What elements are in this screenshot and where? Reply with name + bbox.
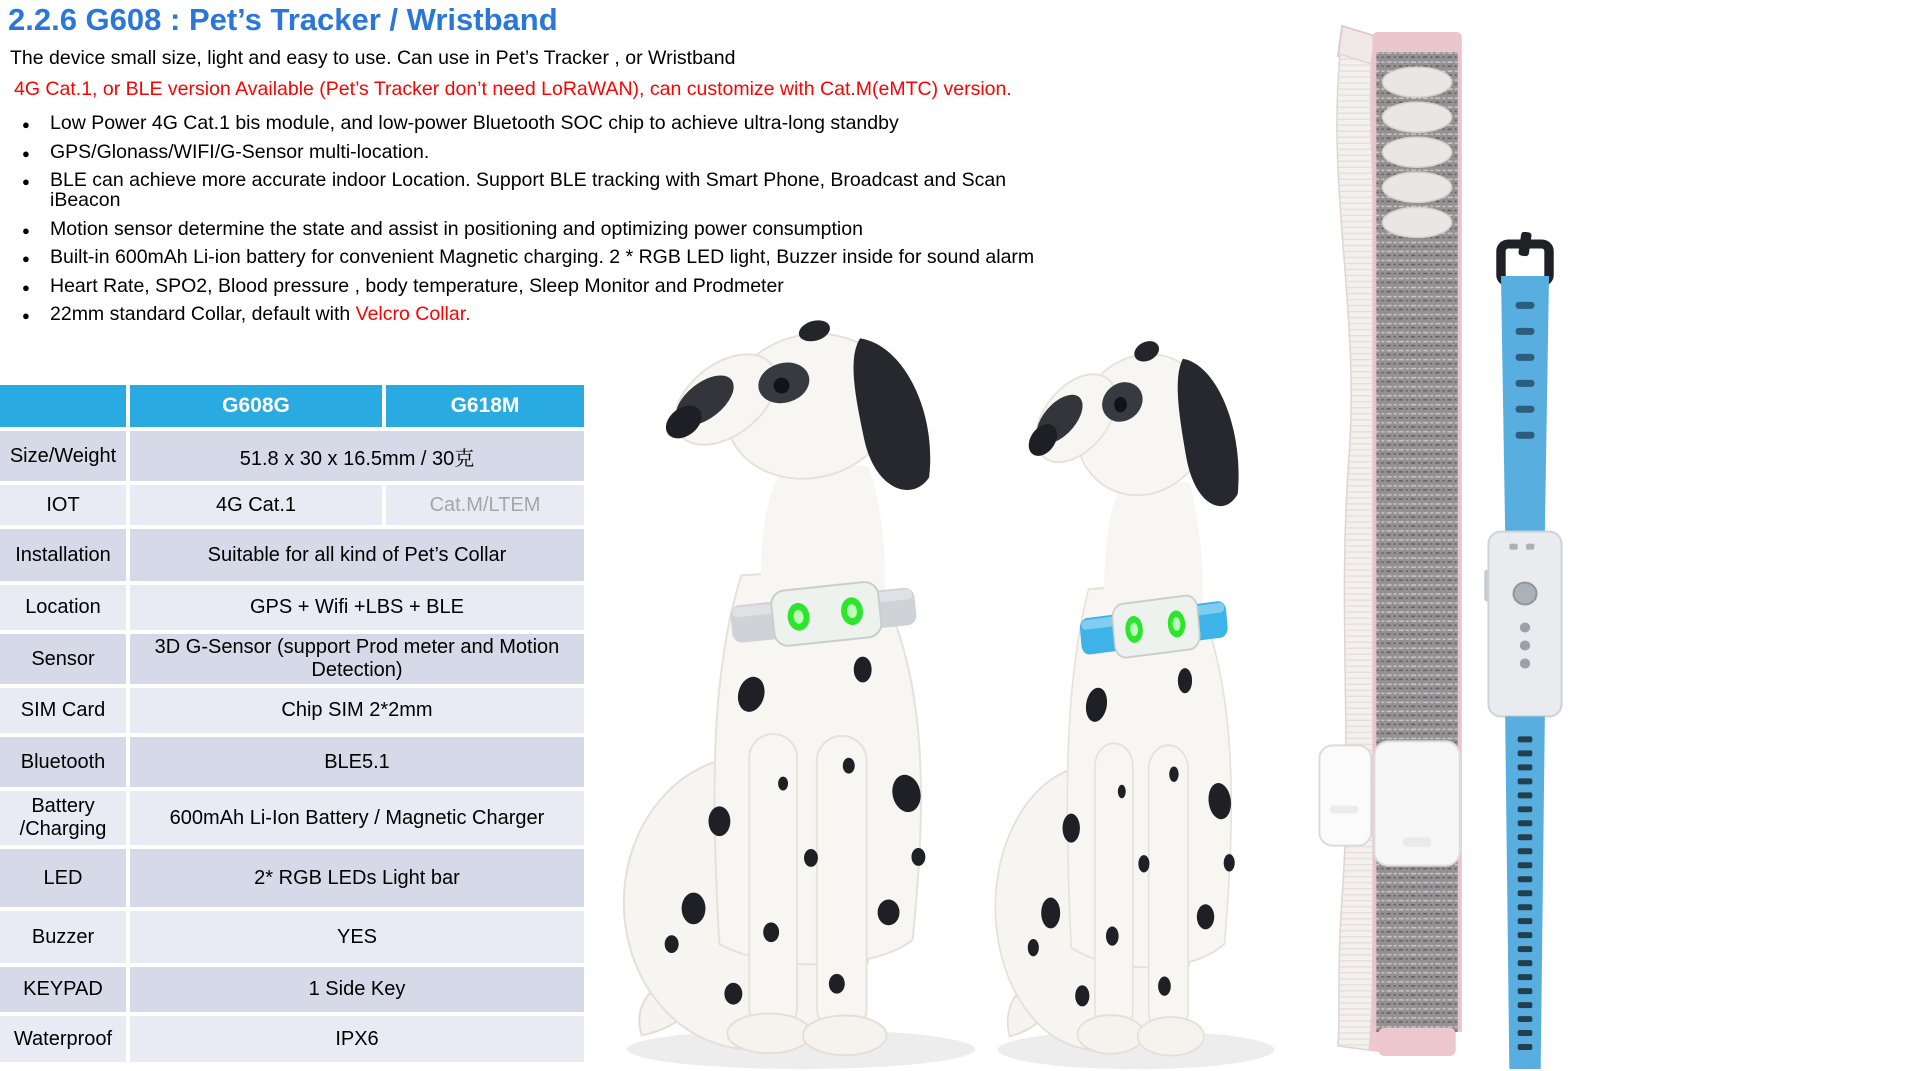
- spec-value: 4G Cat.1: [130, 485, 382, 525]
- spec-row-buzzer: [0, 911, 584, 963]
- feature-item: [0, 170, 1080, 210]
- feature-text-red: Velcro Collar.: [355, 303, 471, 325]
- spec-label: SIM Card: [0, 688, 126, 733]
- feature-item: [0, 113, 1080, 133]
- spec-label: Sensor: [0, 634, 126, 684]
- spec-header-model-a: G608G: [130, 385, 382, 427]
- feature-text: Low Power 4G Cat.1 bis module, and low-power Bluetooth SOC chip to achieve ultra-long standby: [50, 112, 899, 134]
- strap-illustration: [1352, 24, 1474, 1066]
- spec-value: Suitable for all kind of Pet’s Collar: [130, 529, 584, 581]
- spec-row-size-weight: [0, 431, 584, 481]
- spec-label: IOT: [0, 485, 126, 525]
- spec-row-keypad: [0, 967, 584, 1012]
- feature-item: [0, 219, 1080, 239]
- spec-row-iot: [0, 485, 584, 525]
- spec-header-empty: [0, 385, 126, 427]
- spec-value: GPS + Wifi +LBS + BLE: [130, 585, 584, 630]
- spec-value: 51.8 x 30 x 16.5mm / 30克: [130, 431, 584, 481]
- spec-label: Installation: [0, 529, 126, 581]
- feature-item: [0, 142, 1080, 162]
- spec-row-installation: [0, 529, 584, 581]
- spec-row-sim: [0, 688, 584, 733]
- highlight-text: 4G Cat.1, or BLE version Available (Pet’s Tracker don’t need LoRaWAN), can customize with Cat.M(eMTC) version.: [14, 78, 1012, 100]
- spec-header-model-b: G618M: [386, 385, 584, 427]
- spec-value: Chip SIM 2*2mm: [130, 688, 584, 733]
- spec-value: 1 Side Key: [130, 967, 584, 1012]
- spec-value: 3D G-Sensor (support Prod meter and Motion Detection): [130, 634, 584, 684]
- spec-label: Battery /Charging: [0, 791, 126, 845]
- feature-text: Motion sensor determine the state and assist in positioning and optimizing power consumption: [50, 217, 863, 240]
- spec-label: KEYPAD: [0, 967, 126, 1012]
- gray-nylon-velcro-strap: [1352, 24, 1474, 1066]
- spec-value: 600mAh Li-Ion Battery / Magnetic Charger: [130, 791, 584, 845]
- spec-value-alt: Cat.M/LTEM: [386, 485, 584, 525]
- spec-label: Bluetooth: [0, 737, 126, 787]
- spec-label: LED: [0, 849, 126, 907]
- spec-row-sensor: [0, 634, 584, 684]
- feature-text: Heart Rate, SPO2, Blood pressure , body temperature, Sleep Monitor and Prodmeter: [50, 274, 784, 297]
- spec-label: Size/Weight: [0, 431, 126, 481]
- intro-text: The device small size, light and easy to use. Can use in Pet’s Tracker , or Wristband: [10, 47, 736, 69]
- spec-row-location: [0, 585, 584, 630]
- spec-row-bluetooth: [0, 737, 584, 787]
- spec-value: IPX6: [130, 1016, 584, 1062]
- blue-wristband-tracker: [1478, 232, 1572, 1071]
- dalmatian-dog-figure-left: [602, 278, 1000, 1071]
- spec-row-led: [0, 849, 584, 907]
- spec-row-battery: [0, 791, 584, 845]
- wristband-illustration: [1478, 232, 1572, 1071]
- dog-illustration: [978, 300, 1294, 1071]
- spec-value: 2* RGB LEDs Light bar: [130, 849, 584, 907]
- feature-text: 22mm standard Collar, default with: [50, 303, 356, 325]
- spec-label: Buzzer: [0, 911, 126, 963]
- feature-text: BLE can achieve more accurate indoor Location. Support BLE tracking with Smart Phone, Broadcast and Scan iBeacon: [50, 169, 1007, 211]
- feature-text: Built-in 600mAh Li-ion battery for convenient Magnetic charging. 2 * RGB LED light, Buzzer inside for sound alarm: [50, 246, 1035, 268]
- spec-value: YES: [130, 911, 584, 963]
- spec-header-row: [0, 385, 584, 427]
- dalmatian-dog-figure-right: [978, 300, 1294, 1071]
- spec-label: Waterproof: [0, 1016, 126, 1062]
- spec-value: BLE5.1: [130, 737, 584, 787]
- feature-text: GPS/Glonass/WIFI/G-Sensor multi-location.: [50, 140, 430, 163]
- feature-item: [0, 247, 1080, 267]
- spec-table: [0, 381, 588, 1066]
- dog-illustration: [602, 278, 1000, 1071]
- spec-label: Location: [0, 585, 126, 630]
- spec-row-waterproof: [0, 1016, 584, 1062]
- page-title: 2.2.6 G608 : Pet’s Tracker / Wristband: [8, 2, 558, 37]
